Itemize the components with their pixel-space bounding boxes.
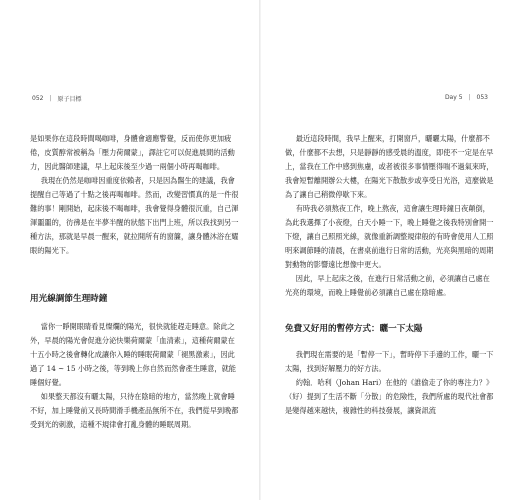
left-section xyxy=(30,292,240,306)
header-separator: | xyxy=(468,94,471,101)
right-page-header xyxy=(445,94,488,101)
right-section-heading: 免費又好用的暫停方式：曬一下太陽 xyxy=(285,324,423,334)
left-body-top xyxy=(30,132,240,258)
right-page-number: 053 xyxy=(476,94,488,101)
left-paragraph-4: 如果整天都沒有曬太陽，只待在陰暗的地方，當然晚上就會睡不好，加上睡覺前又長時間滑手機產品無所不在，我們從早到晚都受到光的刺激，這種不規律會打亂身體的睡眠周期。 xyxy=(30,392,239,429)
left-section-heading: 用光線調節生理時鐘 xyxy=(30,294,108,304)
right-paragraph-3: 因此，早上起床之後，在進行日常活動之前，必須讓自己處在光亮的環境，而晚上睡覺前必須讓自己處在陰暗處。 xyxy=(285,274,490,297)
right-paragraph-2: 有時我必須熬夜工作，晚上熬夜，這會讓生理時鐘日夜顛倒，為此我選擇了小夜燈，白天小睡一下，晚上睡覺之後我特別會開一下燈，讓自己照照光線，就像重新調整規律般的有時會使用人工照明來調節睡的清晨，在書桌前進行日常的活動，光亮與黑暗的周期對動物的影響遠比想像中更大。 xyxy=(285,204,494,269)
book-title: 原子目標 xyxy=(57,96,82,103)
right-page xyxy=(260,0,520,500)
left-body-bottom xyxy=(30,320,240,432)
right-body-bottom xyxy=(285,348,497,418)
left-page-number: 052 xyxy=(32,95,44,102)
left-paragraph-2: 我現在仍然是咖啡因重度依賴者，只是因為醫生的建議，我會提醒自己等過了十點之後再喝咖啡。然而，改變習慣真的是一件很難的事！剛開始，起床後不喝咖啡，我會覺得身體很沉重，自己渾渾噩噩的，彷彿是在半夢半醒的狀態下出門上班，所以我找到另一種方法，那就是早晨一醒來，就拉開所有的窗簾，讓身體沐浴在耀眼的陽光下。 xyxy=(30,176,239,255)
left-paragraph-3: 當你一睜開眼睛看見燦爛的陽光，很快就能趕走睡意。除此之外，早晨的陽光會促進分泌快樂荷爾蒙「血清素」，這種荷爾蒙在十五小時之後會轉化成讓你入睡的睡眠荷爾蒙「褪黑激素」，因此過了 14 ~ 15 小時之後，等到晚上你自然而然會產生睡意，就能睡個好覺。 xyxy=(30,322,236,387)
chapter-title: Day 5 xyxy=(444,94,463,101)
right-paragraph-1: 最近這段時間，我早上醒來，打開窗戶，曬曬太陽，什麼都不做，什麼都不去想，只是靜靜的感受晨的溫度，即使不一定是在早上，當我在工作中感到焦慮，或者被很多事情壓得喘不過氣來時，我會短暫離開辦公大樓，在陽光下散散步或享受日光浴，這麼做是為了讓自己稍微停歇下來。 xyxy=(285,134,494,199)
right-section xyxy=(285,322,497,336)
header-separator: | xyxy=(49,95,52,102)
right-paragraph-5: 約翰．哈利（Johan Hari）在他的《誰偷走了你的專注力？》（好）提到了生活不斷「分散」的危險性，我們所處的現代社會都是變得越來越快，複雜性的科技發展，讓資訊流 xyxy=(285,378,494,415)
right-body-top xyxy=(285,132,497,300)
left-paragraph-1: 是如果你在這段時間喝咖啡，身體會適應警覺，反而使你更加疲倦，皮質醇常被稱為「壓力荷爾蒙」，譯註它可以促進晨間的活動力，因此醫師建議，早上起床後至少過一兩個小時再喝咖啡。 xyxy=(30,134,235,171)
left-page-header xyxy=(32,94,82,103)
right-paragraph-4: 我們現在需要的是「暫停一下」，暫時停下手邊的工作，曬一下太陽，找到好解壓力的好方法。 xyxy=(285,350,494,373)
